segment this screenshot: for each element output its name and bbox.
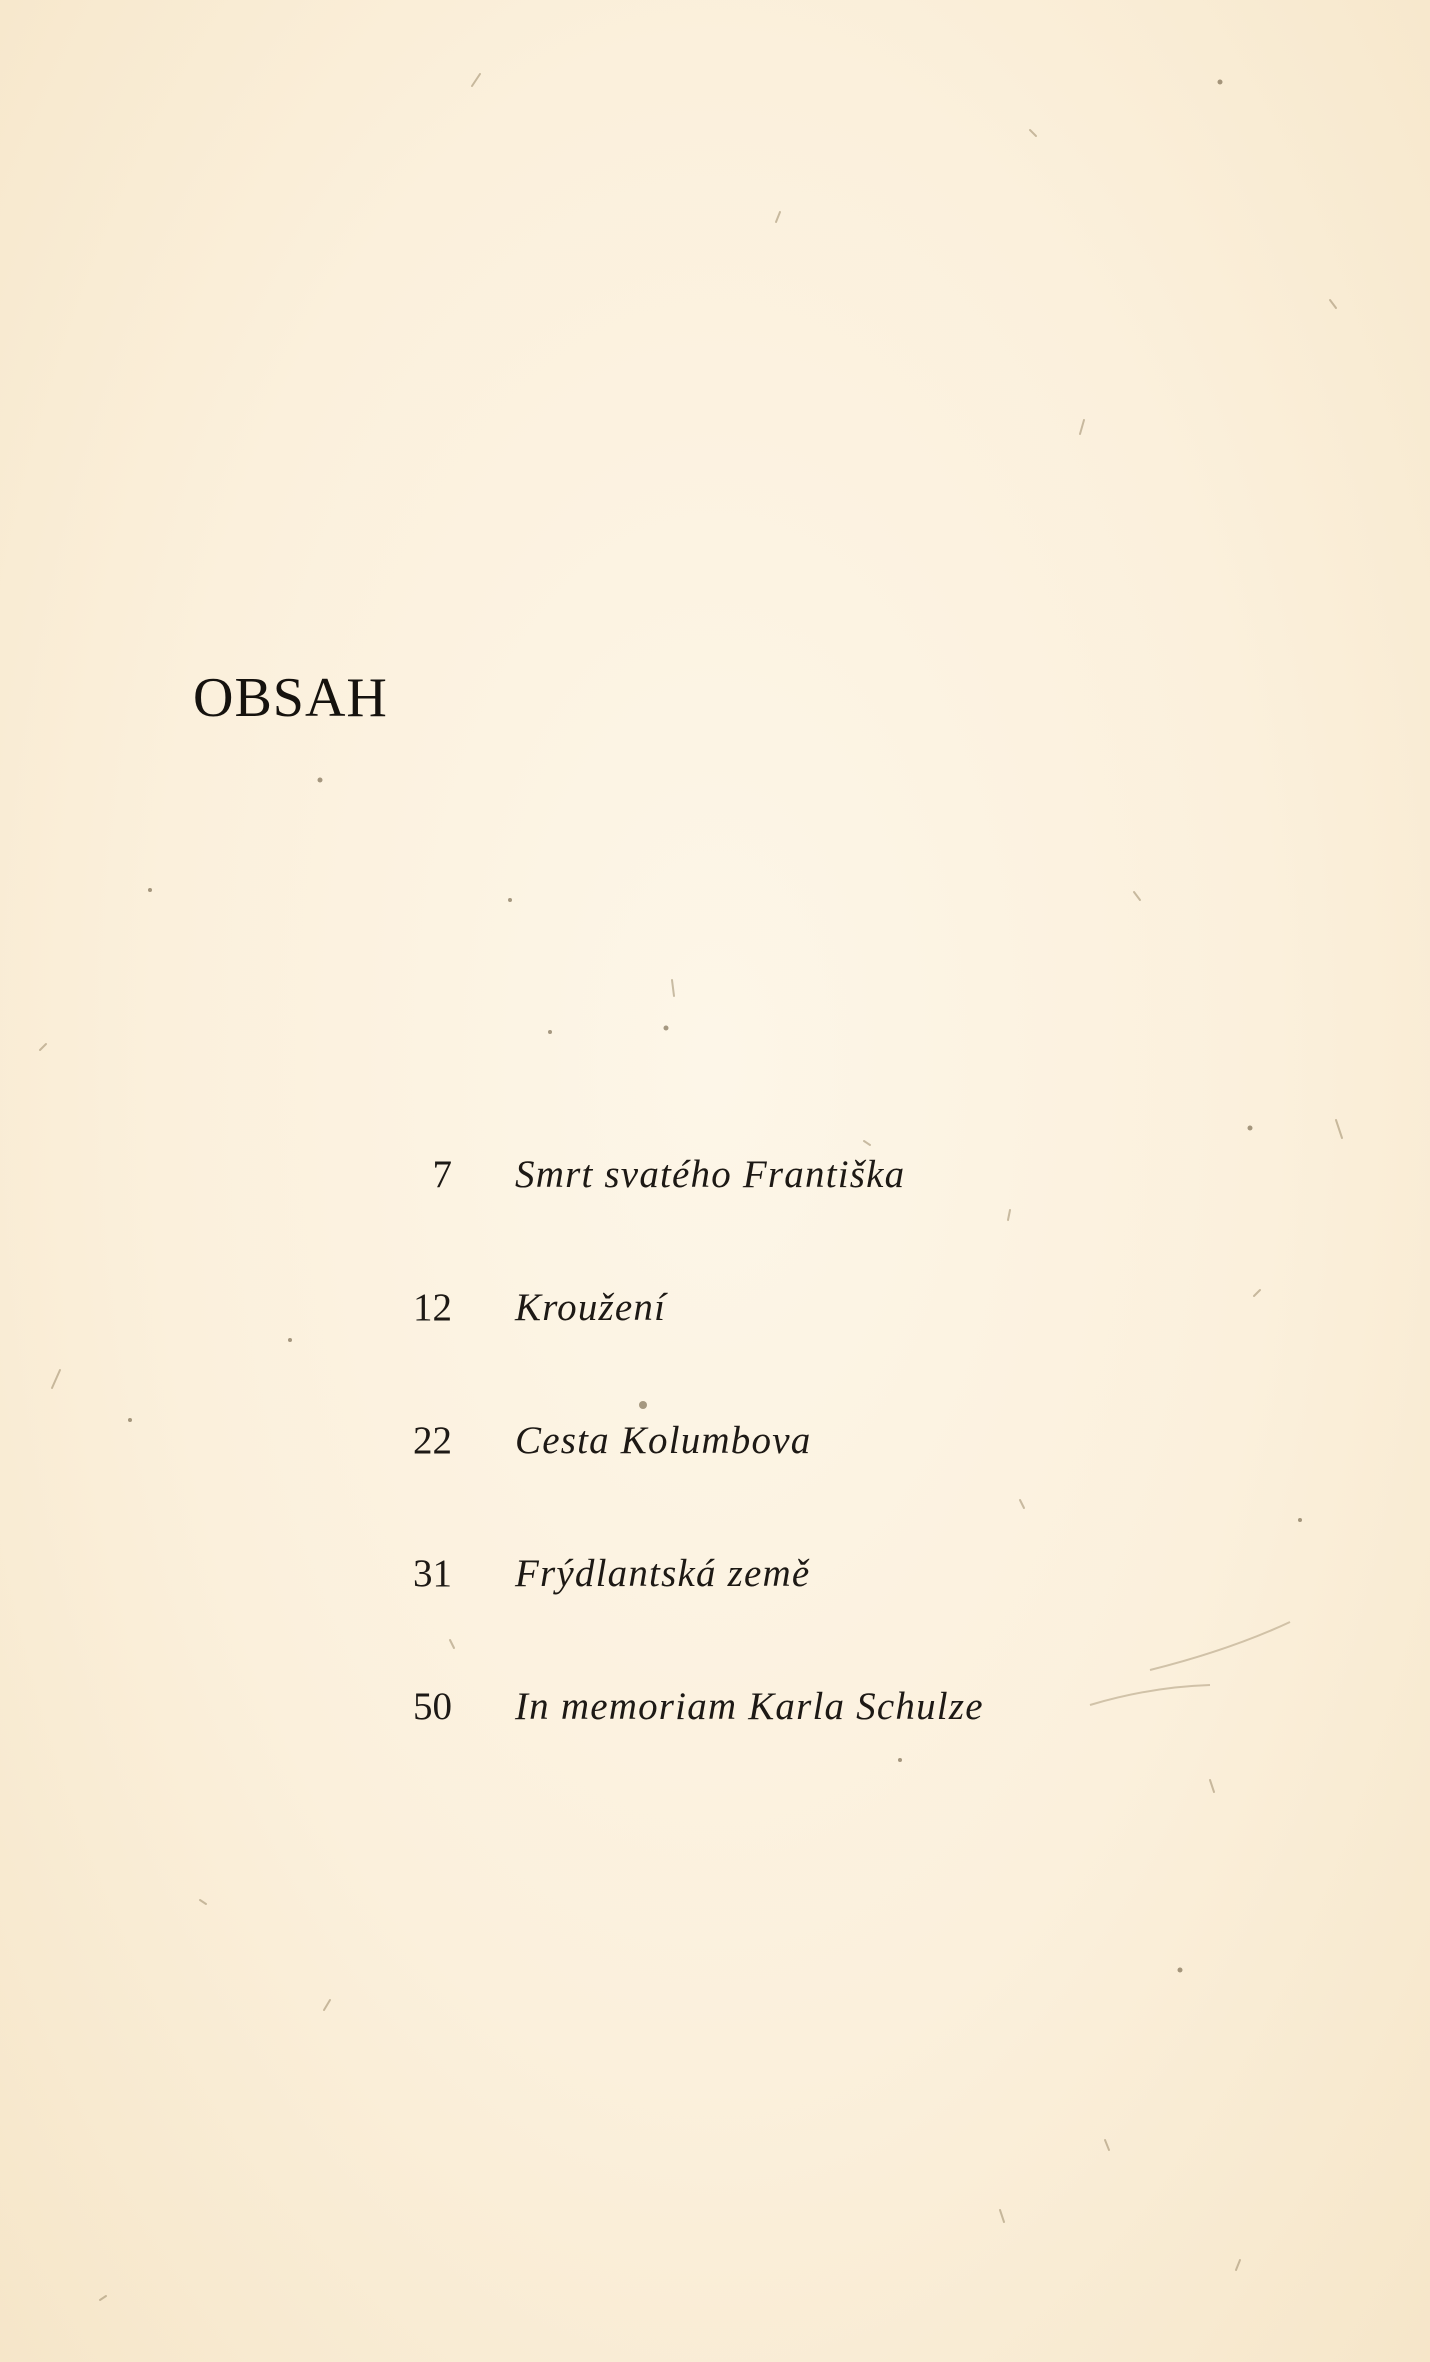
page-title: OBSAH (193, 667, 388, 729)
toc-page-number: 12 (413, 1286, 452, 1329)
toc-chapter-title: Kroužení (515, 1286, 667, 1329)
toc-chapter-title: Cesta Kolumbova (515, 1419, 812, 1462)
toc-entry (360, 1421, 1260, 1554)
toc-entry (360, 1554, 1260, 1687)
toc-page-number: 31 (413, 1552, 452, 1595)
toc-entry (360, 1288, 1260, 1421)
table-of-contents (360, 1155, 1260, 1820)
toc-entry (360, 1155, 1260, 1288)
toc-chapter-title: In memoriam Karla Schulze (515, 1685, 984, 1728)
toc-page-number: 7 (432, 1153, 452, 1196)
toc-page-number: 22 (413, 1419, 452, 1462)
toc-chapter-title: Frýdlantská země (515, 1552, 811, 1595)
toc-entry (360, 1687, 1260, 1820)
toc-page-number: 50 (413, 1685, 452, 1728)
toc-chapter-title: Smrt svatého Františka (515, 1153, 906, 1196)
